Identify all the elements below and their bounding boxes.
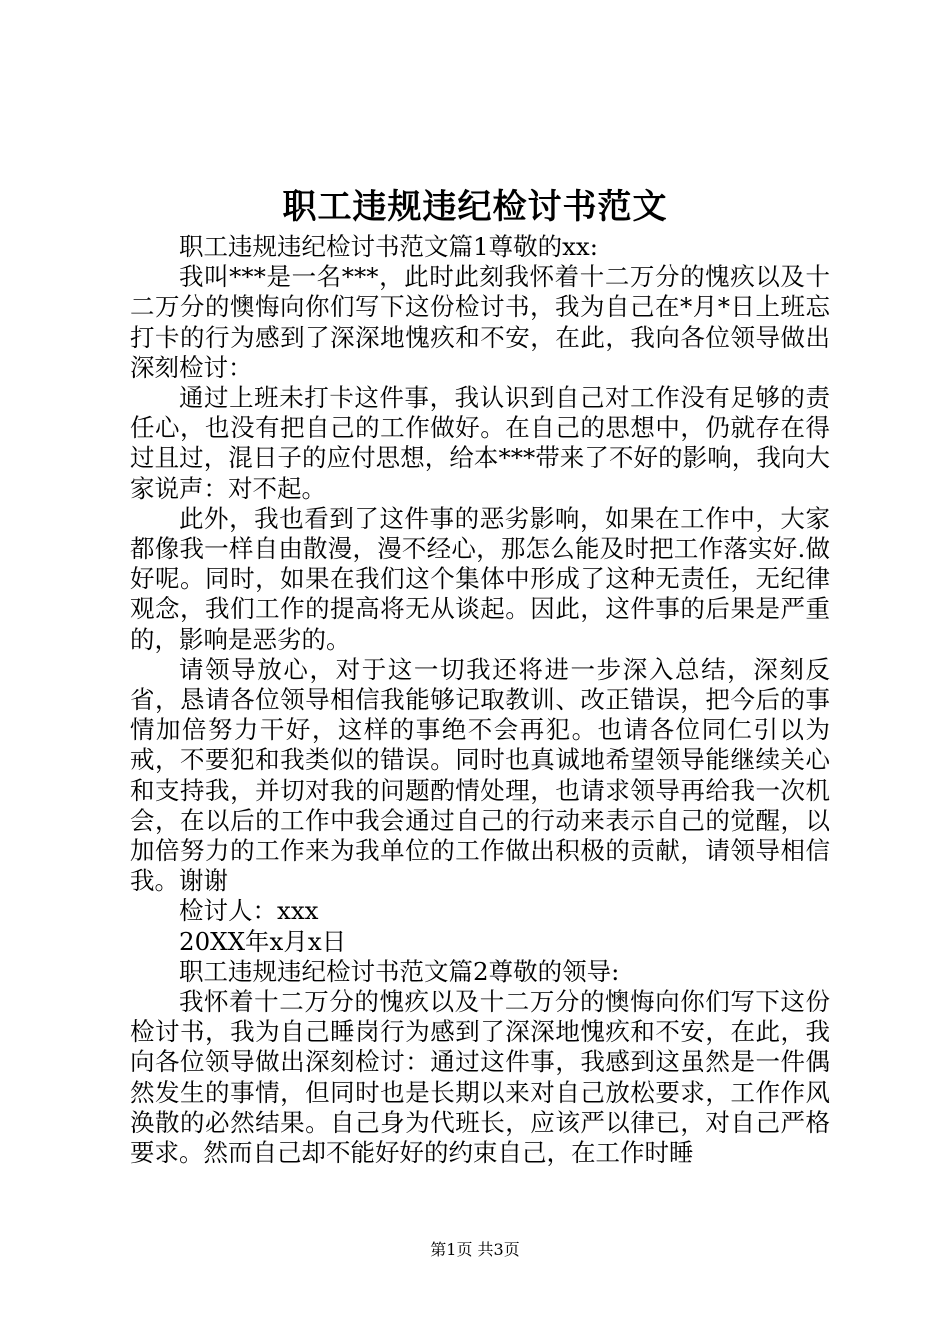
paragraph: 我叫***是一名***，此时此刻我怀着十二万分的愧疚以及十二万分的懊悔向你们写下这份检讨书，我为自己在*月*日上班忘打卡的行为感到了深深地愧疚和不安，在此，我向各位领导做出深刻检讨： [130,262,830,382]
document-body [130,232,830,1168]
paragraph: 此外，我也看到了这件事的恶劣影响，如果在工作中，大家都像我一样自由散漫，漫不经心，那怎么能及时把工作落实好.做好呢。同时，如果在我们这个集体中形成了这种无责任，无纪律观念，我们工作的提高将无从谈起。因此，这件事的后果是严重的，影响是恶劣的。 [130,503,830,654]
paragraph: 职工违规违纪检讨书范文篇2尊敬的领导: [179,956,620,986]
signature-line: 检讨人：xxx [179,896,319,926]
date-line: 20XX年x月x日 [179,926,347,956]
page-footer: 第1页 共3页 [430,1240,520,1259]
document-title: 职工违规违纪检讨书范文 [282,187,668,227]
paragraph: 我怀着十二万分的愧疚以及十二万分的懊悔向你们写下这份检讨书，我为自己睡岗行为感到了深深地愧疚和不安，在此，我向各位领导做出深刻检讨：通过这件事，我感到这虽然是一件偶然发生的事情，但同时也是长期以来对自己放松要求，工作作风涣散的必然结果。自己身为代班长，应该严以律已，对自己严格要求。然而自己却不能好好的约束自己，在工作时睡 [130,987,830,1168]
paragraph: 职工违规违纪检讨书范文篇1尊敬的xx: [179,232,598,261]
paragraph: 请领导放心，对于这一切我还将进一步深入总结，深刻反省，恳请各位领导相信我能够记取教训、改正错误，把今后的事情加倍努力干好，这样的事绝不会再犯。也请各位同仁引以为戒，不要犯和我类似的错误。同时也真诚地希望领导能继续关心和支持我，并切对我的问题酌情处理，也请求领导再给我一次机会，在以后的工作中我会通过自己的行动来表示自己的觉醒，以加倍努力的工作来为我单位的工作做出积极的贡献，请领导相信我。谢谢 [130,654,830,896]
paragraph: 通过上班未打卡这件事，我认识到自己对工作没有足够的责任心，也没有把自己的工作做好。在自己的思想中，仍就存在得过且过，混日子的应付思想，给本***带来了不好的影响，我向大家说声：对不起。 [130,383,830,503]
